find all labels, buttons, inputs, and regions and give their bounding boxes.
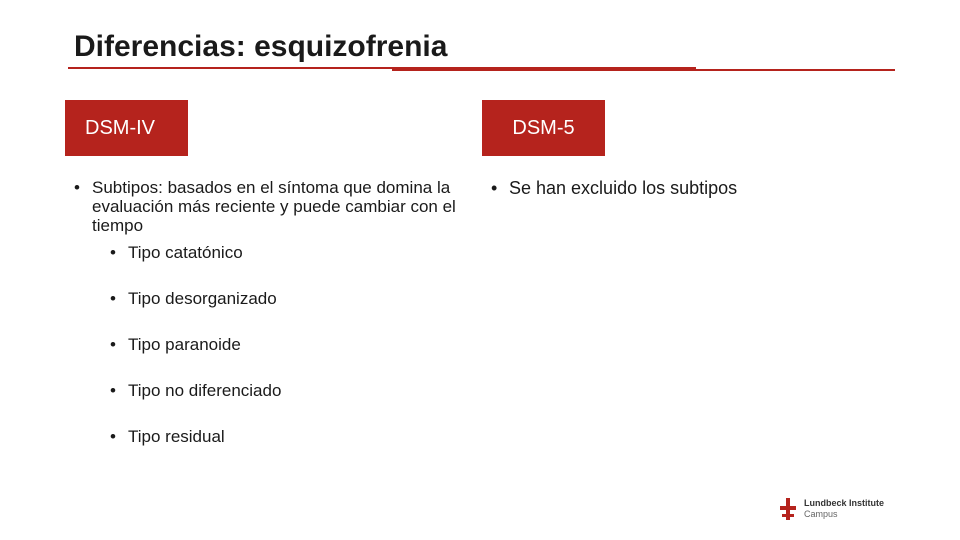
subtype-item	[110, 243, 484, 262]
dsm-5-bullet-text: Se han excluido los subtipos	[509, 178, 738, 198]
dsm-iv-bullet-text: Subtipos: basados en el síntoma que domina la evaluación más reciente y puede cambiar con el tiempo	[92, 178, 456, 235]
subtype-item	[110, 335, 484, 354]
dsm-iv-header	[65, 100, 188, 156]
subtype-item	[110, 427, 484, 446]
lundbeck-logo	[780, 498, 884, 520]
slide-title: Diferencias: esquizofrenia	[74, 30, 448, 63]
logo-line-2: Campus	[804, 509, 838, 519]
dsm-iv-content	[74, 178, 484, 446]
title-underline-secondary	[392, 69, 895, 71]
subtype-label: Tipo no diferenciado	[128, 381, 282, 400]
subtype-label: Tipo residual	[128, 427, 225, 446]
dsm-5-header	[482, 100, 605, 156]
subtype-item	[110, 381, 484, 400]
dsm-5-label: DSM-5	[512, 116, 575, 139]
dsm-iv-label: DSM-IV	[85, 116, 155, 139]
bullet-dot: •	[110, 289, 116, 308]
bullet-dot: •	[110, 243, 116, 262]
logo-line-1: Lundbeck Institute	[804, 498, 885, 508]
subtype-label: Tipo paranoide	[128, 335, 241, 354]
bullet-dot: •	[110, 381, 116, 400]
bullet-dot: •	[74, 178, 80, 197]
lundbeck-cross-logo-icon	[780, 498, 796, 520]
bullet-dot: •	[110, 335, 116, 354]
dsm-5-bullet	[491, 178, 911, 199]
dsm-iv-bullet	[74, 178, 484, 235]
subtype-item	[110, 289, 484, 308]
subtype-label: Tipo catatónico	[128, 243, 243, 262]
bullet-dot: •	[110, 427, 116, 446]
subtype-label: Tipo desorganizado	[128, 289, 277, 308]
bullet-dot: •	[491, 178, 498, 198]
dsm-5-content	[491, 178, 911, 199]
